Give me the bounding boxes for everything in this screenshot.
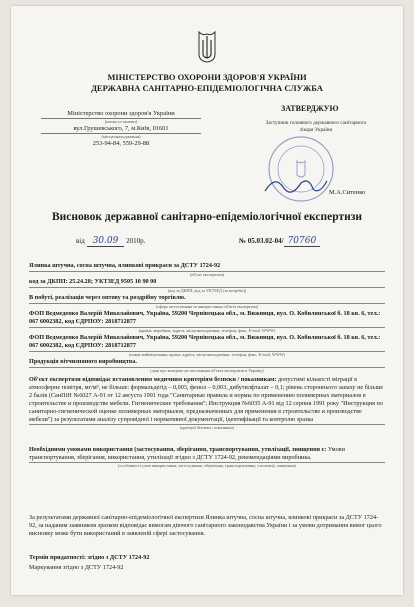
- issuer-name: Міністерство охорони здоров'я України: [67, 110, 175, 117]
- validity-line: Термін придатності: згідно з ДСТУ 1724-92: [29, 554, 150, 561]
- signature-mark: [261, 171, 331, 199]
- origin-field: [29, 358, 385, 374]
- codes-value: код за ДКПП: 25.24.28; УКТЗЕД 9505 10 90 00: [29, 278, 157, 285]
- issuer-address: вул.Грушевського, 7, м.Київ, 01601: [73, 125, 169, 132]
- document-date: [76, 236, 145, 246]
- conclusion-section: [29, 514, 385, 538]
- manufacturer-value: ФОП Ведмеденко Валерій Миколайович, Україна, 59200 Чернівецька обл., м. Вижниця, вул. О. Кобилянської б. 18 кв. 6, тел.: 067 6002382, код ЄДРПОУ: 2818712877: [29, 334, 381, 349]
- issuer-block: [41, 110, 201, 148]
- origin-hint: (дані про контракт на постачання об'єкта експертизи в Україну): [29, 367, 385, 374]
- criteria-section: [29, 376, 385, 431]
- document-number: [239, 236, 320, 246]
- approval-position: Заступник головного державного санітарного лікаря України: [265, 120, 367, 133]
- criteria-text: допустимі кількості міграції в атмосферне повітря, мг/м³, не більше: формальдегід – 0,003, фенол – 0,003, дибутилфталат – 0,1; рівень стороннього запаху не більше 2 балів (СанПіН №6027 А-91 от 12 августа 1991 года "Санитарные правила и нормы по применению полимерных материалов в строительстве и производстве мебели. Гигиенические требования"; Инструкция №6035 А-91 від 12 серпня 1991 року "Инструкция по санитарно-гигиенической оценке полимерных материалов, предназначенных для применения в строительстве и производстве мебели") за результатами аналізу супровідної і нормативної документації, ідентифікації та контролю зразка: [29, 376, 383, 423]
- date-prefix: від: [76, 237, 85, 245]
- codes-field: [29, 278, 385, 294]
- date-handwritten: 30.09: [87, 236, 125, 247]
- product-hint: (об'єкт експертизи): [29, 271, 385, 278]
- origin-value: Продукція вітчизняного виробництва.: [29, 358, 137, 365]
- applicant-hint: (країна, виробник, адреса, місцезнаходження, телефон, факс, E-mail, WWW): [29, 327, 385, 334]
- criteria-label: Об'єкт експертизи відповідає встановленим медичним критеріям безпеки / показникам:: [29, 376, 277, 383]
- product-field: [29, 262, 385, 278]
- usage-value: В побуті, реалізація через оптову та роздрібну торгівлю.: [29, 294, 186, 301]
- issuer-address-hint: (місцезнаходження): [41, 133, 201, 140]
- applicant-value: ФОП Ведмеденко Валерій Миколайович, Україна, 59200 Чернівецька обл., м. Вижниця, вул. О. Кобилянської б. 18 кв. 6, тел.: 067 6002382, код ЄДРПОУ: 2818712877: [29, 310, 381, 325]
- number-prefix: № 05.03.02-04/: [239, 237, 284, 245]
- certificate-page: [11, 6, 403, 595]
- ministry-name: МІНІСТЕРСТВО ОХОРОНИ ЗДОРОВ'Я УКРАЇНИ: [107, 72, 307, 82]
- usage-field: [29, 294, 385, 310]
- conditions-hint: (особливості умов використання, застосування, зберігання, транспортування, утилізації, знищення): [29, 462, 385, 469]
- applicant-field: [29, 310, 385, 334]
- codes-hint: (код за ДКПП, код за УКТЗЕД (за потреби)): [29, 287, 385, 294]
- conditions-section: [29, 446, 385, 469]
- conditions-label: Необхідними умовами використання (застосування, зберігання, транспортування, утилізації, знищення є:: [29, 446, 327, 453]
- issuer-name-hint: (назва установи): [41, 118, 201, 125]
- manufacturer-hint: (повне найменування, країна, адреса, місцезнаходження, телефон, факс, E-mail, WWW): [29, 351, 385, 358]
- signer-name: М.А.Ситенко: [329, 189, 366, 196]
- conditions-text: Умови транспортування, зберігання, використання, утилізації згідно з ДСТУ 1724-92, рекомендаціями виробника.: [29, 446, 345, 461]
- document-title: Висновок державної санітарно-епідеміологічної експертизи: [52, 211, 362, 223]
- number-handwritten: 70760: [284, 236, 321, 247]
- conclusion-text: За результатами державної санітарно-епідеміологічної експертизи Ялинка штучна, сосна штучна, ялинкові прикраси за ДСТУ 1724-92, за наданим заявником зразком відповідає вимогам діючого санітарного законодавства України і за умови дотримання вимог цього висновку може бути використаний в заявленій сфері застосування.: [29, 514, 382, 537]
- manufacturer-field: [29, 334, 385, 358]
- service-name: ДЕРЖАВНА САНІТАРНО-ЕПІДЕМІОЛОГІЧНА СЛУЖБА: [91, 83, 323, 93]
- usage-hint: (сфера застосування та використання об'єкта експертизи): [29, 303, 385, 310]
- criteria-hint: (критерії безпеки / показники): [29, 424, 385, 431]
- approval-title: ЗАТВЕРДЖУЮ: [281, 104, 339, 113]
- product-value: Ялинка штучна, сосна штучна, ялинкові прикраси за ДСТУ 1724-92: [29, 262, 221, 269]
- date-year: 2010р.: [126, 237, 146, 245]
- issuer-phones: 253-94-84, 559-29-88: [92, 140, 150, 147]
- trident-emblem-icon: [197, 30, 217, 64]
- marking-line: Маркування згідно з ДСТУ 1724-92: [29, 564, 124, 571]
